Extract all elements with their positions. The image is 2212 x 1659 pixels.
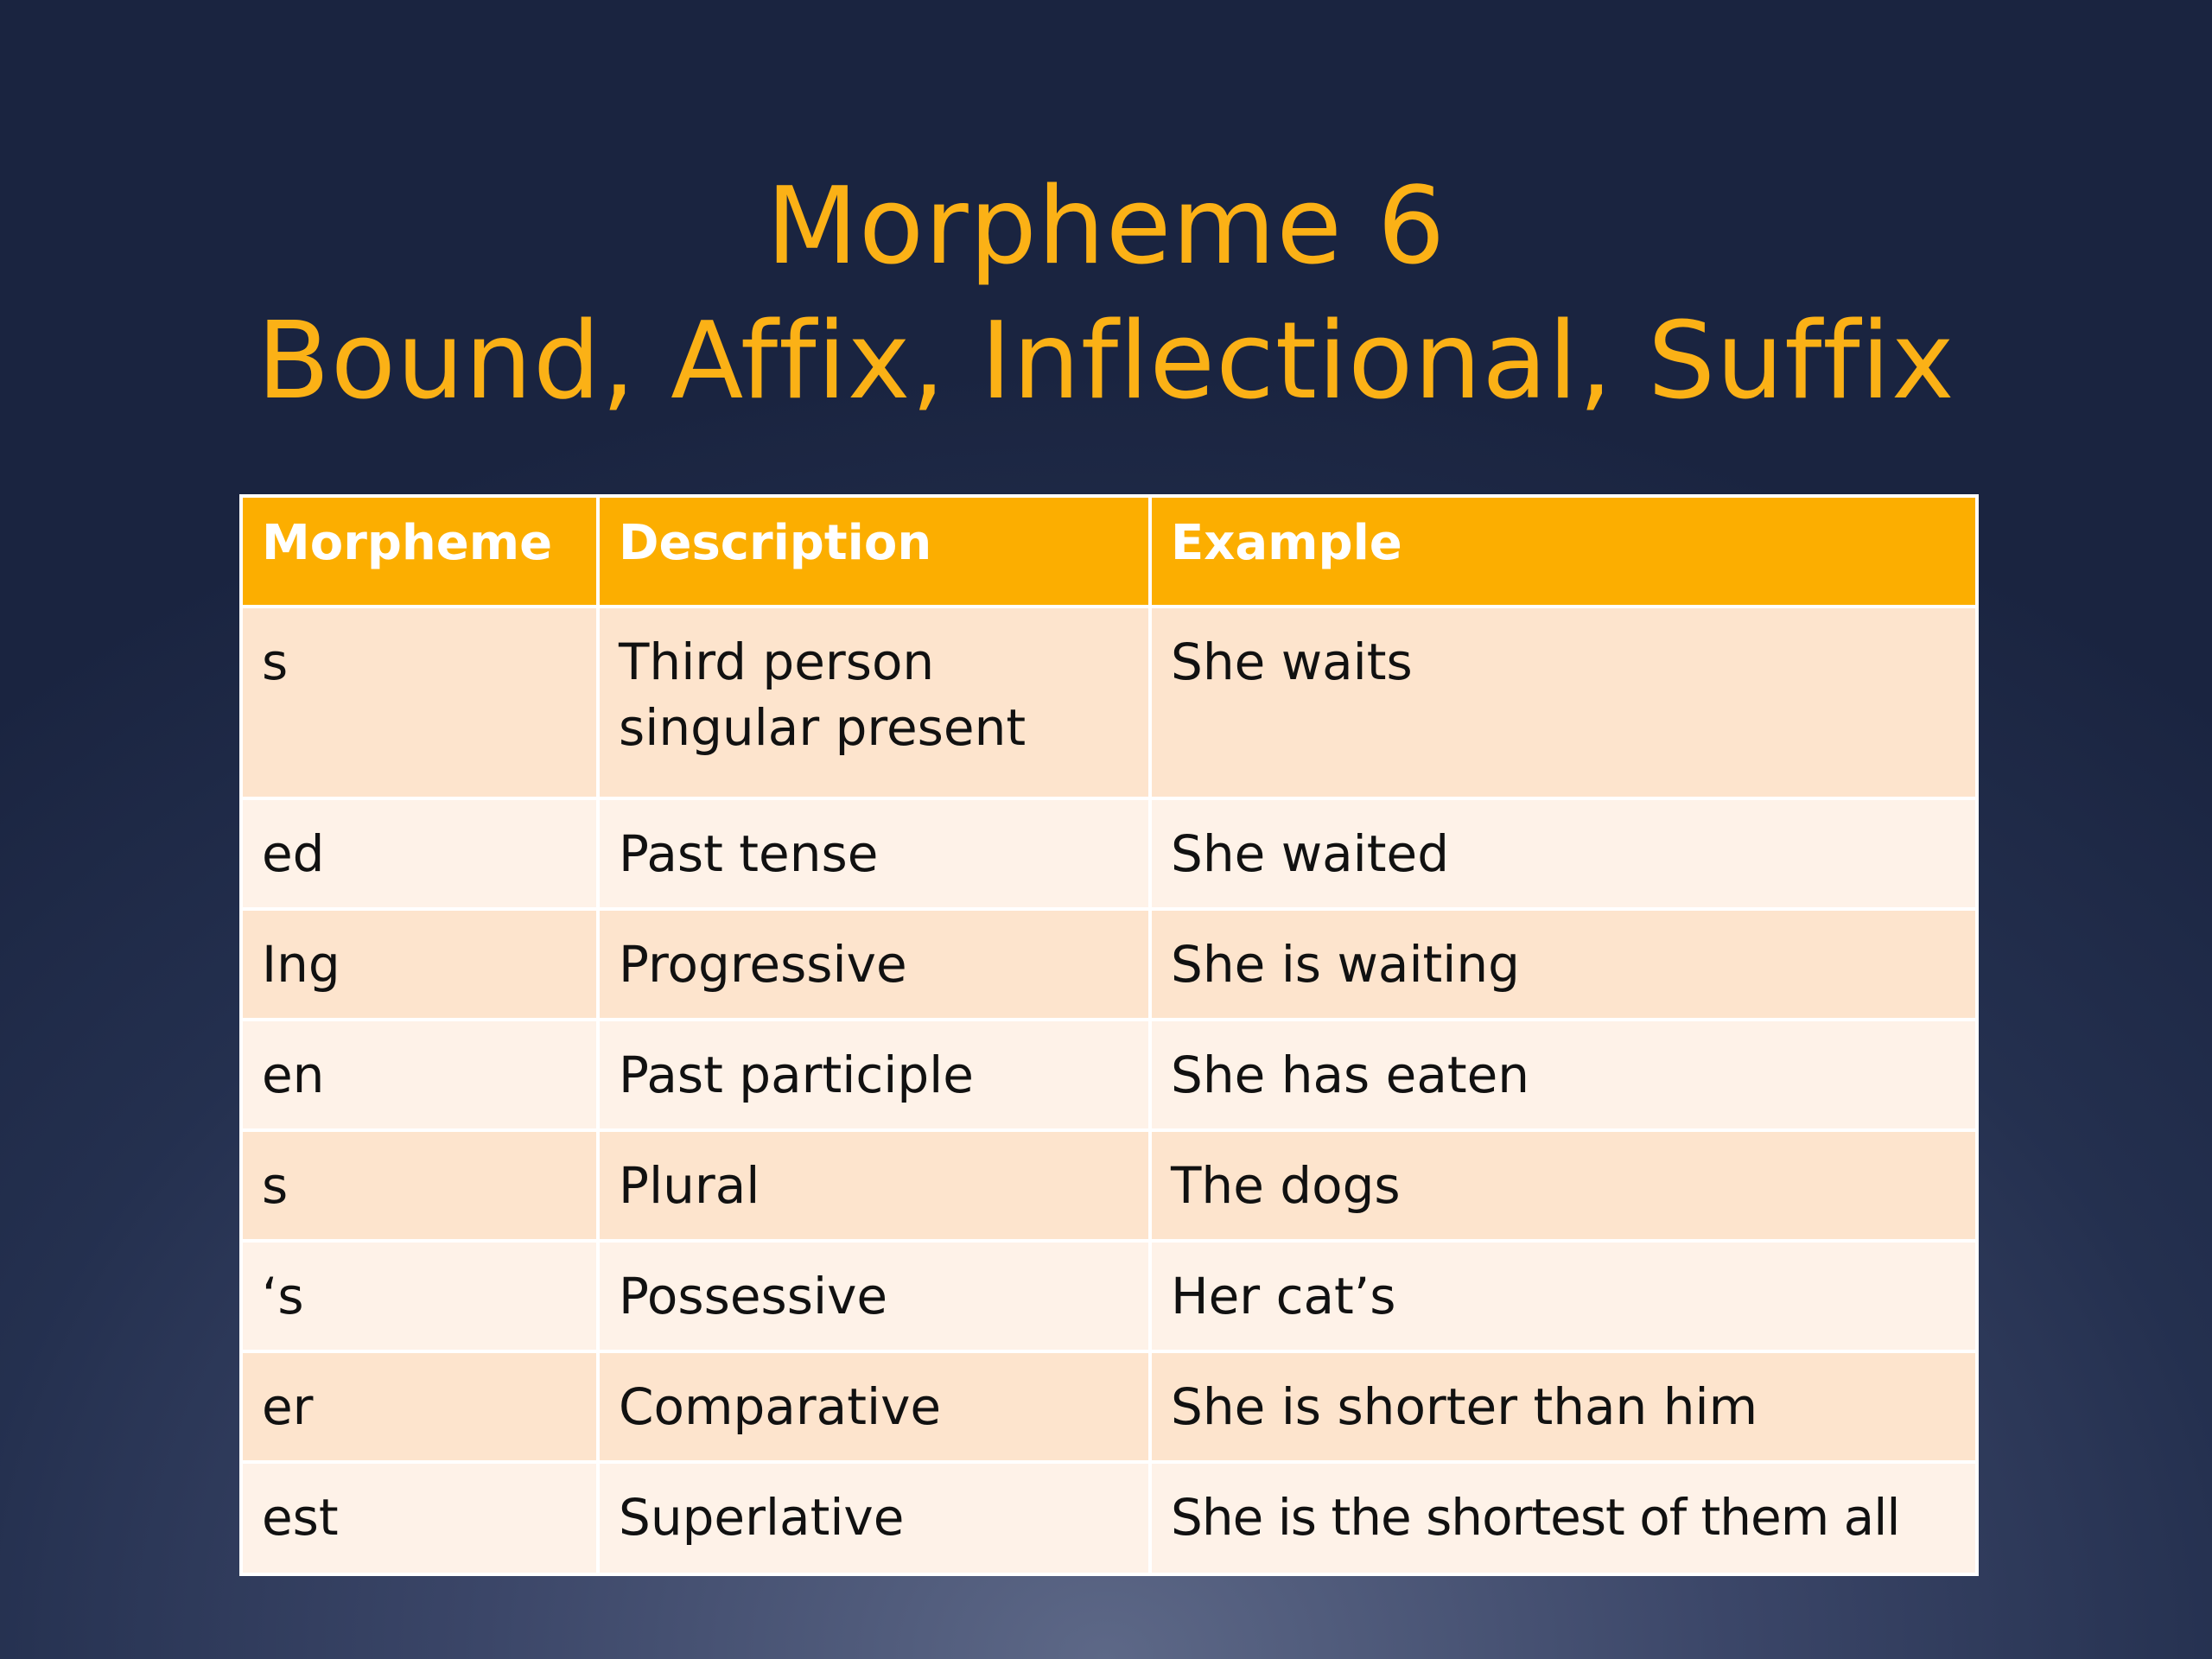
description-cell: Comparative bbox=[598, 1351, 1150, 1462]
description-cell: Progressive bbox=[598, 909, 1150, 1020]
example-cell: She is waiting bbox=[1150, 909, 1977, 1020]
morpheme-cell: Ing bbox=[241, 909, 598, 1020]
description-cell: Past tense bbox=[598, 798, 1150, 909]
description-cell: Possessive bbox=[598, 1241, 1150, 1351]
slide-title bbox=[0, 160, 2212, 429]
example-cell: She waits bbox=[1150, 607, 1977, 798]
description-cell: Third person singular present bbox=[598, 607, 1150, 798]
example-cell: Her cat’s bbox=[1150, 1241, 1977, 1351]
table-header-row bbox=[241, 496, 1977, 607]
table-row bbox=[241, 1462, 1977, 1574]
table-row bbox=[241, 1241, 1977, 1351]
slide-title-line-2: Bound, Affix, Inflectional, Suffix bbox=[257, 300, 1955, 423]
description-cell: Superlative bbox=[598, 1462, 1150, 1574]
table-row bbox=[241, 1020, 1977, 1130]
table-row bbox=[241, 909, 1977, 1020]
morpheme-table bbox=[239, 494, 1979, 1576]
morpheme-cell: en bbox=[241, 1020, 598, 1130]
description-cell: Plural bbox=[598, 1130, 1150, 1241]
header-description: Description bbox=[598, 496, 1150, 607]
example-cell: She is shorter than him bbox=[1150, 1351, 1977, 1462]
table-row bbox=[241, 607, 1977, 798]
example-cell: The dogs bbox=[1150, 1130, 1977, 1241]
table-row bbox=[241, 1130, 1977, 1241]
morpheme-cell: est bbox=[241, 1462, 598, 1574]
table-row bbox=[241, 1351, 1977, 1462]
morpheme-cell: s bbox=[241, 607, 598, 798]
example-cell: She has eaten bbox=[1150, 1020, 1977, 1130]
example-cell: She waited bbox=[1150, 798, 1977, 909]
table-row bbox=[241, 798, 1977, 909]
header-morpheme: Morpheme bbox=[241, 496, 598, 607]
header-example: Example bbox=[1150, 496, 1977, 607]
morpheme-cell: s bbox=[241, 1130, 598, 1241]
slide-title-line-1: Morpheme 6 bbox=[766, 165, 1446, 289]
morpheme-cell: ‘s bbox=[241, 1241, 598, 1351]
description-cell: Past participle bbox=[598, 1020, 1150, 1130]
example-cell: She is the shortest of them all bbox=[1150, 1462, 1977, 1574]
morpheme-cell: er bbox=[241, 1351, 598, 1462]
morpheme-cell: ed bbox=[241, 798, 598, 909]
